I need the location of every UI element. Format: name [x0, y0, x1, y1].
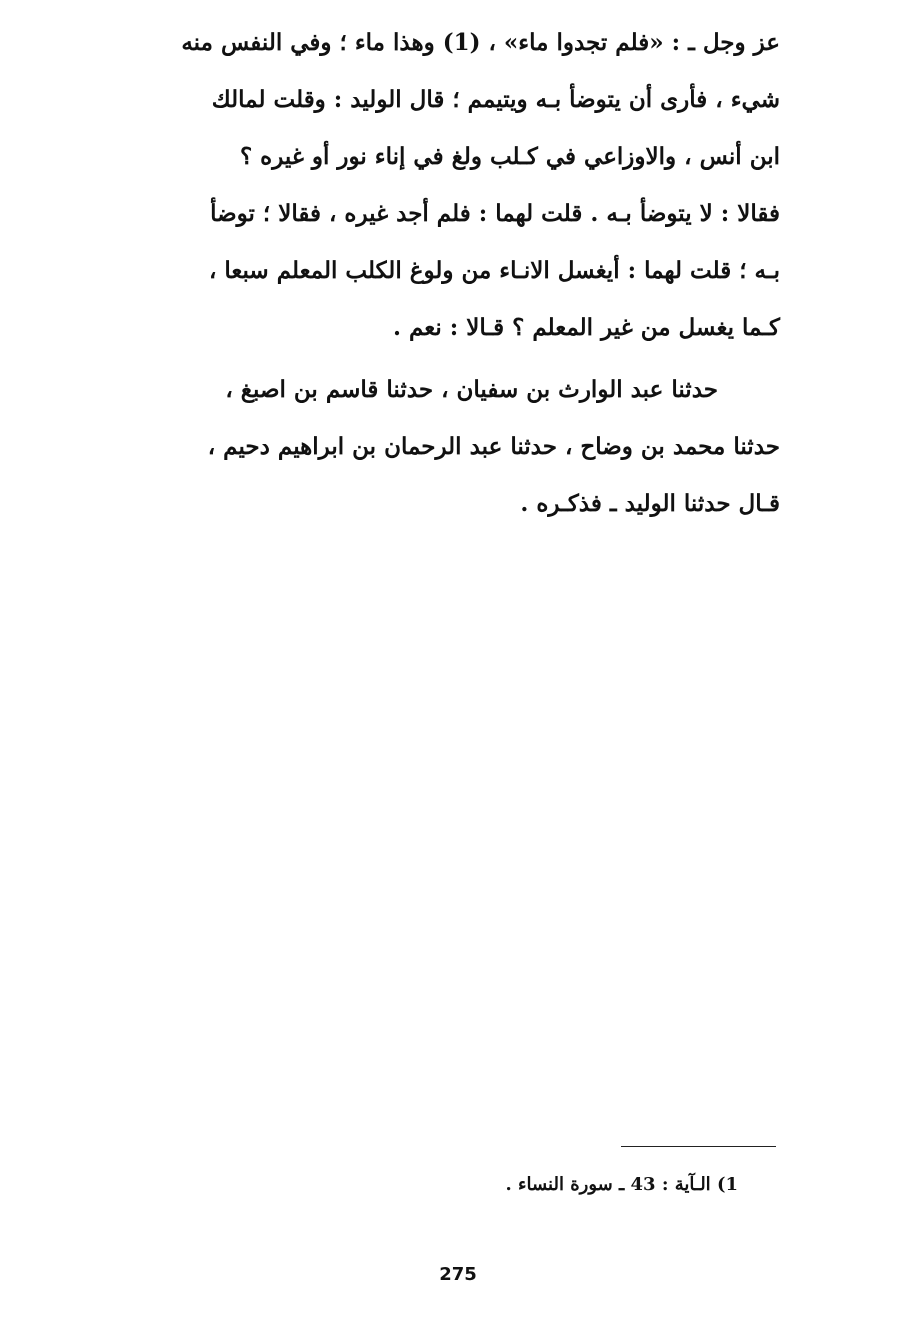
- footnote: 1) الـآية : 43 ـ سورة النساء .: [505, 1174, 738, 1195]
- text-line: فقالا : لا يتوضأ بـه . قلت لهما : فلم أجد غيره ، فقالا ؛ توضأ: [210, 200, 780, 227]
- text-line: ابن أنس ، والاوزاعي في كـلب ولغ في إناء نور أو غيره ؟: [239, 143, 780, 170]
- text-line: بـه ؛ قلت لهما : أيغسل الانـاء من ولوغ الكلب المعلم سبعا ،: [208, 257, 780, 284]
- text-line: قـال حدثنا الوليد ـ فذكـره .: [520, 490, 780, 517]
- isnad-paragraph: [120, 375, 780, 525]
- footnote-divider: [621, 1146, 776, 1147]
- text-line: عز وجل ـ : «فلم تجدوا ماء» ، (1) وهذا ماء ؛ وفي النفس منه: [181, 29, 780, 56]
- main-paragraph: [120, 28, 780, 358]
- text-line: حدثنا عبد الوارث بن سفيان ، حدثنا قاسم بن اصبغ ،: [225, 376, 718, 403]
- page-number: 275: [439, 1264, 477, 1285]
- text-line: شيء ، فأرى أن يتوضأ بـه ويتيمم ؛ قال الوليد : وقلت لمالك: [211, 86, 780, 113]
- text-line: حدثنا محمد بن وضاح ، حدثنا عبد الرحمان بن ابراهيم دحيم ،: [207, 433, 780, 460]
- text-line: كـما يغسل من غير المعلم ؟ قـالا : نعم .: [392, 314, 780, 341]
